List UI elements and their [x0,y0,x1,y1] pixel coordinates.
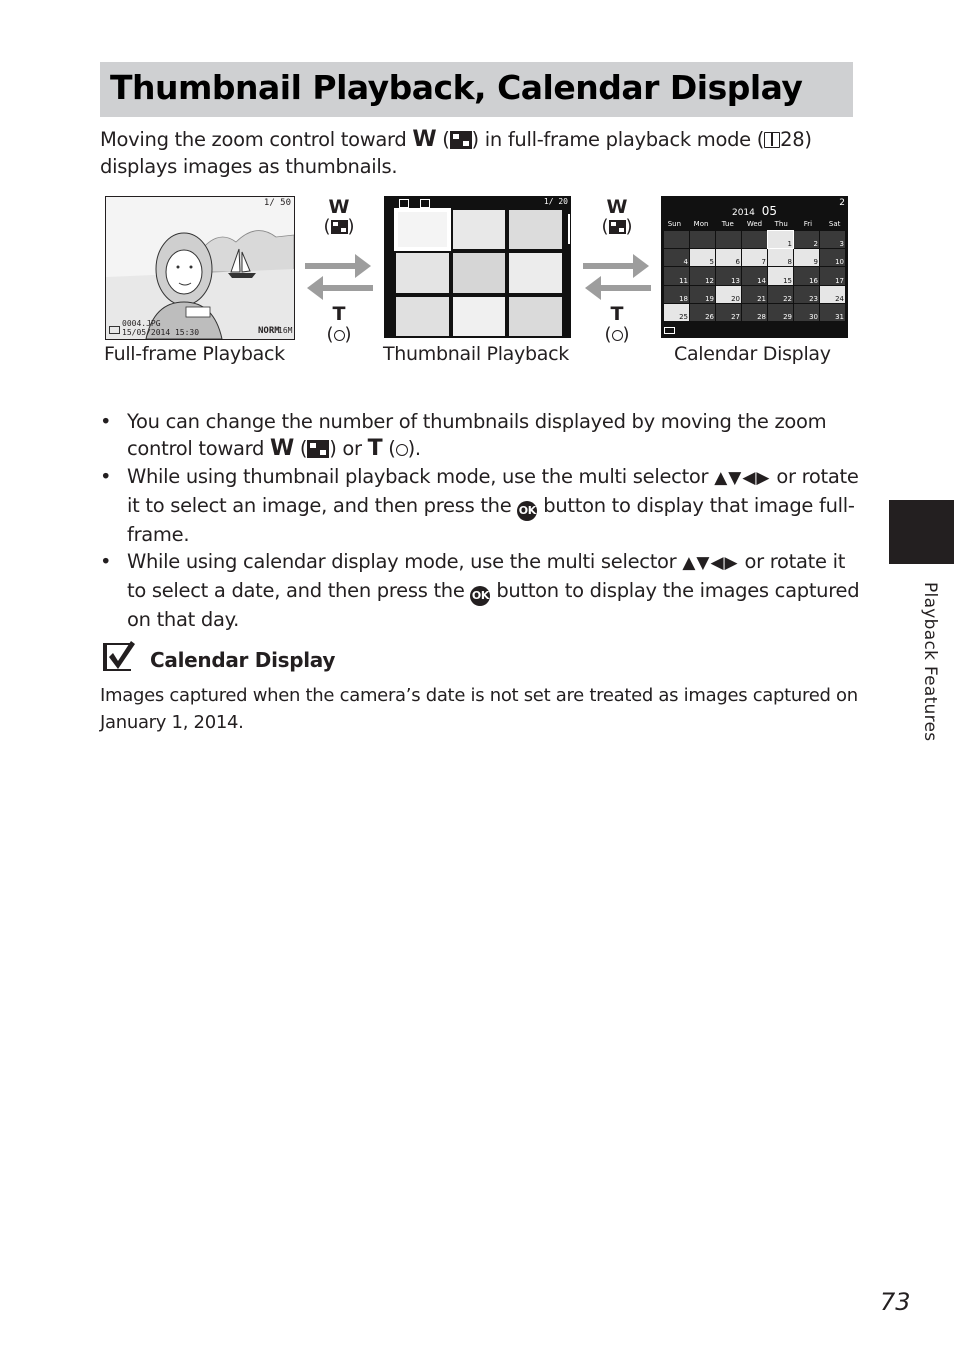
intro-paragraph: Moving the zoom control toward W ( ) in full-frame playback mode ( 28) displays images as thumbnails. [100,127,812,178]
list-item: • While using calendar display mode, use the multi selector ▲▼◀▶ or rotate it to select a date, and then press the OK button to display the images captured on that day. [100,548,860,634]
thumbnail-item[interactable] [396,253,449,292]
calendar-day-number: 16 [809,276,818,285]
calendar-day-number: 27 [731,313,740,321]
ok-button-icon: OK [470,586,490,606]
calendar-day-number: 17 [835,276,844,285]
calendar-day[interactable] [664,304,689,321]
switch-arrows-icon [577,244,657,304]
image-counter: 1/ 20 [543,197,568,206]
title-bar [100,62,853,117]
thumbnail-item[interactable] [453,297,506,336]
calendar-day-number: 5 [709,258,714,267]
calendar-day-number: 15 [783,276,792,285]
calendar-day-number: 11 [679,276,688,285]
calendar-day[interactable] [690,286,715,303]
image-size: 16M [278,326,293,335]
w-symbol: W [270,436,294,462]
calendar-day-number: 3 [839,240,844,249]
weekday-label: Thu [774,220,788,228]
calendar-day[interactable] [794,267,819,284]
calendar-day[interactable] [690,267,715,284]
calendar-grid [664,231,845,321]
weekday-label: Wed [746,220,763,228]
full-frame-illustration [106,197,294,339]
calendar-day [664,231,689,248]
calendar-day-number: 20 [731,294,740,303]
calendar-day-number: 13 [731,276,740,285]
magnifier-icon [396,444,408,456]
zoom-arrows-2: W ( ) T ( ) [577,196,657,346]
file-name: 0004.JPG [122,319,161,328]
page-number: 73 [880,1288,911,1316]
multi-selector-icon: ▲▼◀▶ [714,467,771,488]
list-item: • While using thumbnail playback mode, use the multi selector ▲▼◀▶ or rotate it to select an image, and then press the OK button to display that image full-frame. [100,463,860,549]
calendar-day-number: 12 [705,276,714,285]
calendar-year: 2014 [731,208,755,218]
weekday-label: Sat [828,220,841,228]
page-title: Thumbnail Playback, Calendar Display [110,68,803,107]
thumbnail-grid-icon [331,220,348,234]
calendar-day-number: 28 [757,313,766,321]
w-symbol: W [412,127,437,152]
calendar-day[interactable] [794,286,819,303]
calendar-day[interactable] [794,231,819,248]
thumbnail-grid-icon [609,220,626,234]
weekday-label: Fri [803,220,813,228]
calendar-day-number: 31 [835,313,844,321]
calendar-day[interactable] [820,267,845,284]
protect-icon [399,199,409,208]
list-item: • You can change the number of thumbnails displayed by moving the zoom control toward W ( ) or T ( ). [100,408,860,463]
calendar-day-number: 7 [761,258,766,267]
weekday-label: Sun [667,220,682,228]
ok-button-icon: OK [517,501,537,521]
calendar-day[interactable] [742,267,767,284]
w-zoom-label: W [328,196,350,218]
calendar-day-number: 14 [757,276,766,285]
thumbnail-item[interactable] [396,297,449,336]
calendar-day-number: 10 [835,258,844,267]
calendar-day-number: 29 [783,313,792,321]
bullet-list [100,408,860,634]
calendar-day-number: 9 [813,258,818,267]
thumbnail-item[interactable] [509,297,562,336]
calendar-day[interactable] [768,304,793,321]
calendar-day[interactable] [820,231,845,248]
calendar-day[interactable] [716,304,741,321]
thumbnail-screen [384,196,571,338]
full-frame-caption: Full-frame Playback [104,343,285,365]
zoom-arrows-1: W ( ) T ( ) [299,196,379,346]
section-tab [889,500,954,564]
calendar-day-number: 21 [757,294,766,303]
magnifier-icon [334,330,345,341]
calendar-day[interactable] [742,286,767,303]
calendar-day-number: 30 [809,313,818,321]
image-count: 2 [839,198,845,208]
thumbnail-item[interactable] [509,210,562,249]
thumbnail-caption: Thumbnail Playback [383,343,569,365]
magnifier-icon [612,330,623,341]
switch-arrows-icon [299,244,379,304]
calendar-day[interactable] [794,304,819,321]
page-reference: 28 [780,128,805,151]
note-check-icon [101,639,135,673]
calendar-day-number: 4 [683,258,688,267]
calendar-day[interactable] [768,231,793,248]
calendar-day[interactable] [742,249,767,266]
calendar-day[interactable] [664,249,689,266]
calendar-day-number: 2 [813,240,818,249]
t-zoom-label: T [610,303,624,325]
calendar-day[interactable] [820,304,845,321]
scrollbar[interactable] [568,214,570,244]
calendar-day-number: 26 [705,313,714,321]
calendar-day[interactable] [690,249,715,266]
multi-selector-icon: ▲▼◀▶ [682,553,739,574]
thumbnail-item[interactable] [509,253,562,292]
image-counter: 1/ 50 [263,198,291,208]
thumbnail-item[interactable] [453,253,506,292]
calendar-day[interactable] [742,304,767,321]
battery-icon [109,326,120,334]
thumbnail-item[interactable] [396,210,449,249]
calendar-day[interactable] [716,249,741,266]
calendar-caption: Calendar Display [674,343,831,365]
calendar-day[interactable] [768,267,793,284]
calendar-day[interactable] [768,249,793,266]
calendar-day[interactable] [716,286,741,303]
thumbnail-grid-icon [307,440,329,458]
calendar-day-number: 18 [679,294,688,303]
w-zoom-label: W [606,196,628,218]
calendar-day-number: 24 [835,294,844,303]
print-icon [420,199,430,208]
image-quality: NORM [258,326,280,336]
section-label: Playback Features [920,582,940,742]
calendar-day[interactable] [690,304,715,321]
t-symbol: T [367,436,383,462]
thumbnail-grid-icon [450,131,472,149]
calendar-day-number: 8 [787,258,792,267]
calendar-header [661,204,848,218]
note-text: Images captured when the camera’s date is not set are treated as images captured on January 1, 2014. [100,685,858,733]
calendar-day-number: 23 [809,294,818,303]
full-frame-screen [105,196,295,340]
battery-icon [664,327,675,334]
weekday-label: Mon [693,220,709,228]
calendar-day[interactable] [820,249,845,266]
calendar-day[interactable] [664,267,689,284]
calendar-day[interactable] [820,286,845,303]
calendar-day[interactable] [664,286,689,303]
calendar-month: 05 [761,204,778,218]
calendar-day [716,231,741,248]
calendar-screen [661,196,848,338]
page-reference-icon [764,132,780,148]
weekday-label: Tue [721,220,734,228]
calendar-day [690,231,715,248]
calendar-day[interactable] [794,249,819,266]
calendar-weekdays [661,220,848,228]
calendar-day[interactable] [768,286,793,303]
thumbnail-grid [396,210,562,336]
note-title: Calendar Display [150,648,336,672]
t-zoom-label: T [332,303,346,325]
calendar-day-number: 22 [783,294,792,303]
thumbnail-item[interactable] [453,210,506,249]
calendar-day-number: 1 [787,240,792,249]
calendar-day-number: 25 [679,313,688,321]
calendar-day-number: 6 [735,258,740,267]
calendar-day-number: 19 [705,294,714,303]
calendar-day [742,231,767,248]
date-time: 15/05/2014 15:30 [122,328,200,337]
calendar-day[interactable] [716,267,741,284]
